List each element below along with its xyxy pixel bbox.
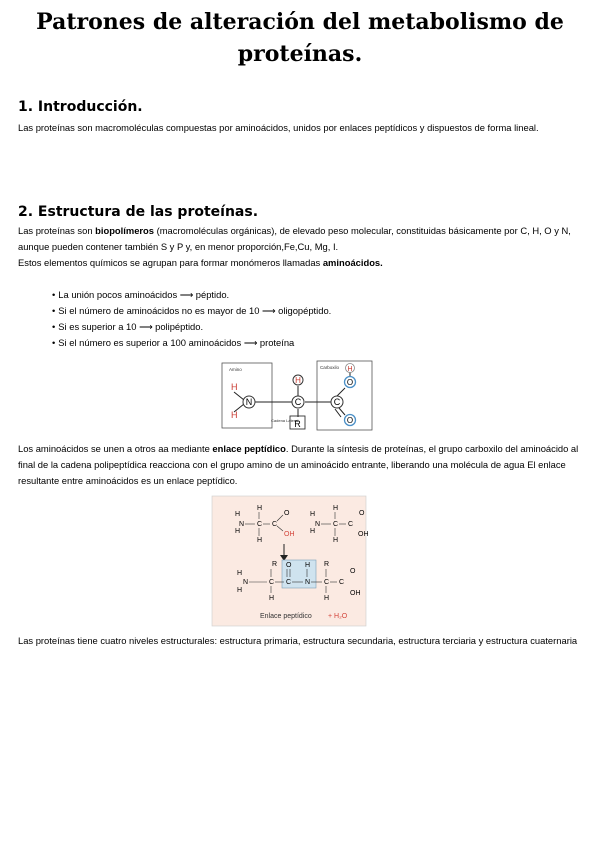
svg-text:N: N — [239, 521, 245, 528]
side-chain-label: Cadena Lateral — [271, 418, 299, 423]
svg-text:C: C — [348, 521, 354, 528]
carboxyl-label: Carboxilo — [320, 365, 340, 370]
svg-text:H: H — [231, 410, 238, 420]
page-title: Patrones de alteración del metabolismo de proteínas. — [36, 9, 564, 67]
peptide-bond-caption: Enlace peptídico — [260, 613, 312, 620]
structure-paragraph-1: Las proteínas son biopolímeros (macromoléculas orgánicas), de elevado peso molecular, constituidas básicamente por C, H, O y N, aunque pueden contener también S y P y, en menor proporción,Fe,Cu, Mg, I. — [18, 225, 571, 252]
svg-text:OH: OH — [350, 590, 361, 597]
svg-text:H: H — [257, 505, 263, 512]
svg-text:C: C — [339, 579, 345, 586]
structure-paragraph-4: Las proteínas tiene cuatro niveles estructurales: estructura primaria, estructura secundaria, estructura terciaria y estructura cuaternaria — [18, 635, 578, 646]
svg-text:C: C — [333, 397, 341, 407]
peptide-size-list — [52, 287, 331, 351]
svg-text:C: C — [294, 397, 302, 407]
list-item: • Si el número es superior a 100 aminoácidos ⟶ proteína — [52, 335, 331, 351]
amino-acid-structure-diagram — [221, 360, 375, 432]
svg-text:R: R — [324, 561, 330, 568]
svg-text:O: O — [346, 378, 354, 387]
svg-text:H: H — [305, 562, 311, 569]
svg-text:H: H — [237, 570, 243, 577]
svg-text:H: H — [310, 528, 316, 535]
svg-text:N: N — [305, 579, 311, 586]
amino-label: Amino — [229, 367, 242, 372]
svg-text:H: H — [235, 511, 241, 518]
structure-heading: 2. Estructura de las proteínas. — [18, 204, 259, 220]
svg-text:O: O — [350, 568, 356, 575]
svg-text:H: H — [235, 528, 241, 535]
list-item: • Si el número de aminoácidos no es mayor de 10 ⟶ oligopéptido. — [52, 303, 331, 319]
svg-text:C: C — [286, 579, 292, 586]
list-item: • Si es superior a 10 ⟶ polipéptido. — [52, 319, 331, 335]
svg-text:C: C — [272, 521, 278, 528]
svg-text:H: H — [257, 537, 263, 544]
svg-text:H: H — [333, 505, 339, 512]
svg-text:C: C — [257, 521, 263, 528]
svg-text:N: N — [245, 397, 253, 407]
list-item: • La unión pocos aminoácidos ⟶ péptido. — [52, 287, 331, 303]
svg-text:H: H — [310, 511, 316, 518]
svg-text:O: O — [284, 510, 290, 517]
svg-text:R: R — [272, 561, 278, 568]
svg-text:H: H — [269, 595, 275, 602]
amino-group-box — [222, 363, 272, 428]
svg-text:N: N — [315, 521, 321, 528]
svg-text:OH: OH — [358, 531, 369, 538]
svg-text:H: H — [347, 366, 353, 373]
svg-text:O: O — [286, 562, 292, 569]
svg-text:H: H — [231, 382, 238, 392]
svg-text:H: H — [237, 587, 243, 594]
svg-text:OH: OH — [284, 531, 295, 538]
intro-paragraph: Las proteínas son macromoléculas compuestas por aminoácidos, unidos por enlaces peptídicos y dispuestos de forma lineal. — [18, 122, 539, 133]
svg-text:N: N — [243, 579, 249, 586]
svg-text:H: H — [295, 376, 301, 385]
water-label: + H₂O — [328, 613, 348, 620]
svg-text:H: H — [333, 537, 339, 544]
svg-text:C: C — [333, 521, 339, 528]
svg-text:C: C — [324, 579, 330, 586]
svg-text:R: R — [294, 419, 301, 429]
svg-text:O: O — [346, 416, 354, 425]
svg-text:C: C — [269, 579, 275, 586]
intro-heading: 1. Introducción. — [18, 99, 143, 115]
structure-paragraph-3: Los aminoácidos se unen a otros aa mediante enlace peptídico. Durante la síntesis de proteínas, el grupo carboxilo del aminoácido al final de la cadena polipeptídica reacciona con el grupo amino de un aminoácido entrante, liberando una molécula de agua El enlace resultante entre aminoácidos es un enlace peptídico. — [18, 443, 579, 486]
svg-text:H: H — [324, 595, 330, 602]
svg-text:O: O — [359, 510, 365, 517]
structure-paragraph-2: Estos elementos químicos se agrupan para formar monómeros llamadas aminoácidos. — [18, 257, 383, 268]
peptide-bond-diagram — [212, 496, 369, 626]
